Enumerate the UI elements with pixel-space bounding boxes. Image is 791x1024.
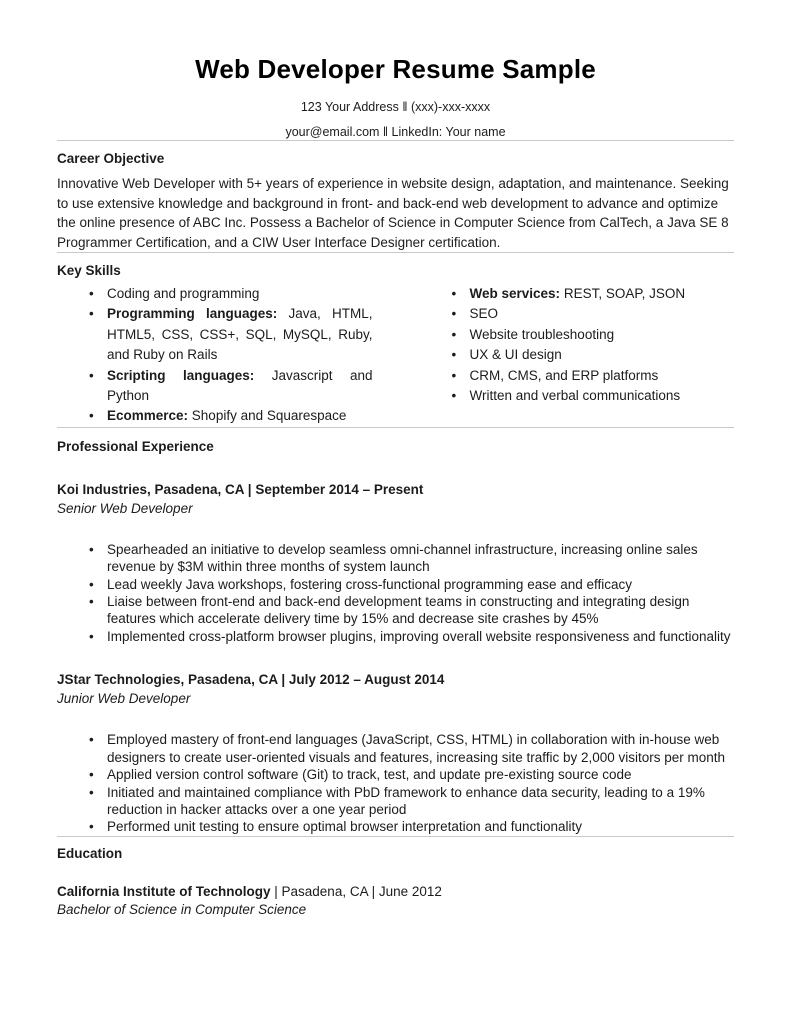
skill-text: Written and verbal communications — [469, 388, 681, 404]
bullet-item: • Applied version control software (Git) to track, test, and update pre-existing source code — [57, 766, 734, 783]
bullet-item: • Initiated and maintained compliance with PbD framework to enhance data security, leading to a 19% reduction in hacker attacks over a one year period — [57, 784, 734, 819]
skill-text: UX & UI design — [469, 347, 562, 363]
skill-item — [57, 304, 373, 365]
skill-label: Ecommerce: — [107, 408, 189, 424]
skill-item — [57, 406, 373, 426]
job-entry — [57, 480, 734, 645]
key-skills-list-right — [420, 284, 735, 427]
section-divider — [57, 252, 734, 253]
skill-item — [420, 325, 735, 345]
skill-text: SEO — [469, 306, 499, 322]
skill-text: Java, HTML, HTML5, CSS, CSS+, SQL, MySQL, Ruby, and Ruby on Rails — [107, 306, 373, 363]
education-school-details: | Pasadena, CA | June 2012 — [270, 883, 442, 899]
skill-item — [420, 304, 735, 324]
job-role: Junior Web Developer — [57, 691, 191, 707]
bullet-item: • Employed mastery of front-end languages (JavaScript, CSS, HTML) in collaboration with in-house web designers to create user-oriented visuals and features, increasing site traffic by 2,000 visitors per month — [57, 731, 734, 766]
skill-text: REST, SOAP, JSON — [560, 286, 686, 301]
skill-item — [420, 366, 735, 386]
skill-text: Shopify and Squarespace — [188, 408, 347, 424]
job-role: Senior Web Developer — [57, 500, 193, 516]
skill-item — [420, 345, 735, 365]
education-degree: Bachelor of Science in Computer Science — [57, 901, 307, 917]
career-objective-paragraph: Innovative Web Developer with 5+ years of experience in website design, adaptation, and maintenance. Seeking to use extensive knowledge and background in front- and back-end web development to advance and optimize the online presence of ABC Inc. Possess a Bachelor of Science in Computer Science from CalTech, a Java SE 8 Programmer Certification, and a CIW User Interface Designer certification. — [57, 176, 729, 250]
bullet-item: • Performed unit testing to ensure optimal browser interpretation and functionality — [57, 818, 734, 835]
job-company-line: JStar Technologies, Pasadena, CA | July 2012 – August 2014 — [57, 672, 445, 688]
skill-item — [420, 284, 735, 304]
skill-label: Web services: — [469, 286, 561, 301]
skill-item — [57, 366, 373, 407]
education-school-name: California Institute of Technology — [57, 883, 271, 899]
skill-label: Programming languages: — [107, 306, 278, 322]
job-entry — [57, 670, 734, 835]
section-heading-key-skills: Key Skills — [57, 263, 121, 278]
skill-text: Coding and programming — [107, 286, 260, 301]
section-heading-career-objective: Career Objective — [57, 151, 165, 166]
job-bullet-list — [57, 541, 734, 645]
key-skills-list-left — [57, 284, 373, 427]
bullet-item: • Spearheaded an initiative to develop seamless omni-channel infrastructure, increasing online sales revenue by $3M within three months of system launch — [57, 541, 734, 576]
skill-item — [420, 386, 735, 406]
skill-item — [57, 284, 373, 304]
skill-text: CRM, CMS, and ERP platforms — [469, 367, 659, 383]
contact-address-phone: 123 Your Address ‖ (xxx)-xxx-xxxx — [300, 100, 491, 114]
bullet-item: • Implemented cross-platform browser plugins, improving overall website responsiveness and functionality — [57, 628, 734, 645]
section-heading-education: Education — [57, 845, 123, 861]
section-divider — [57, 427, 734, 428]
page-title: Web Developer Resume Sample — [195, 54, 596, 84]
bullet-item: • Lead weekly Java workshops, fostering cross-functional programming ease and efficacy — [57, 576, 734, 593]
skill-text: Javascript and Python — [107, 367, 373, 404]
bullet-item: • Liaise between front-end and back-end development teams in constructing and integrating design features which accelerate delivery time by 15% and decrease site crashes by 45% — [57, 593, 734, 628]
skill-text: Website troubleshooting — [469, 326, 615, 342]
job-company-line: Koi Industries, Pasadena, CA | September 2014 – Present — [57, 481, 424, 497]
skill-label: Scripting languages: — [107, 367, 255, 383]
section-divider — [57, 140, 734, 141]
contact-email-linkedin: your@email.com ‖ LinkedIn: Your name — [285, 125, 506, 139]
section-divider — [57, 836, 734, 837]
key-skills-columns — [57, 284, 734, 427]
section-heading-professional-experience: Professional Experience — [57, 438, 214, 454]
education-school-line — [57, 883, 734, 901]
job-bullet-list — [57, 731, 734, 835]
